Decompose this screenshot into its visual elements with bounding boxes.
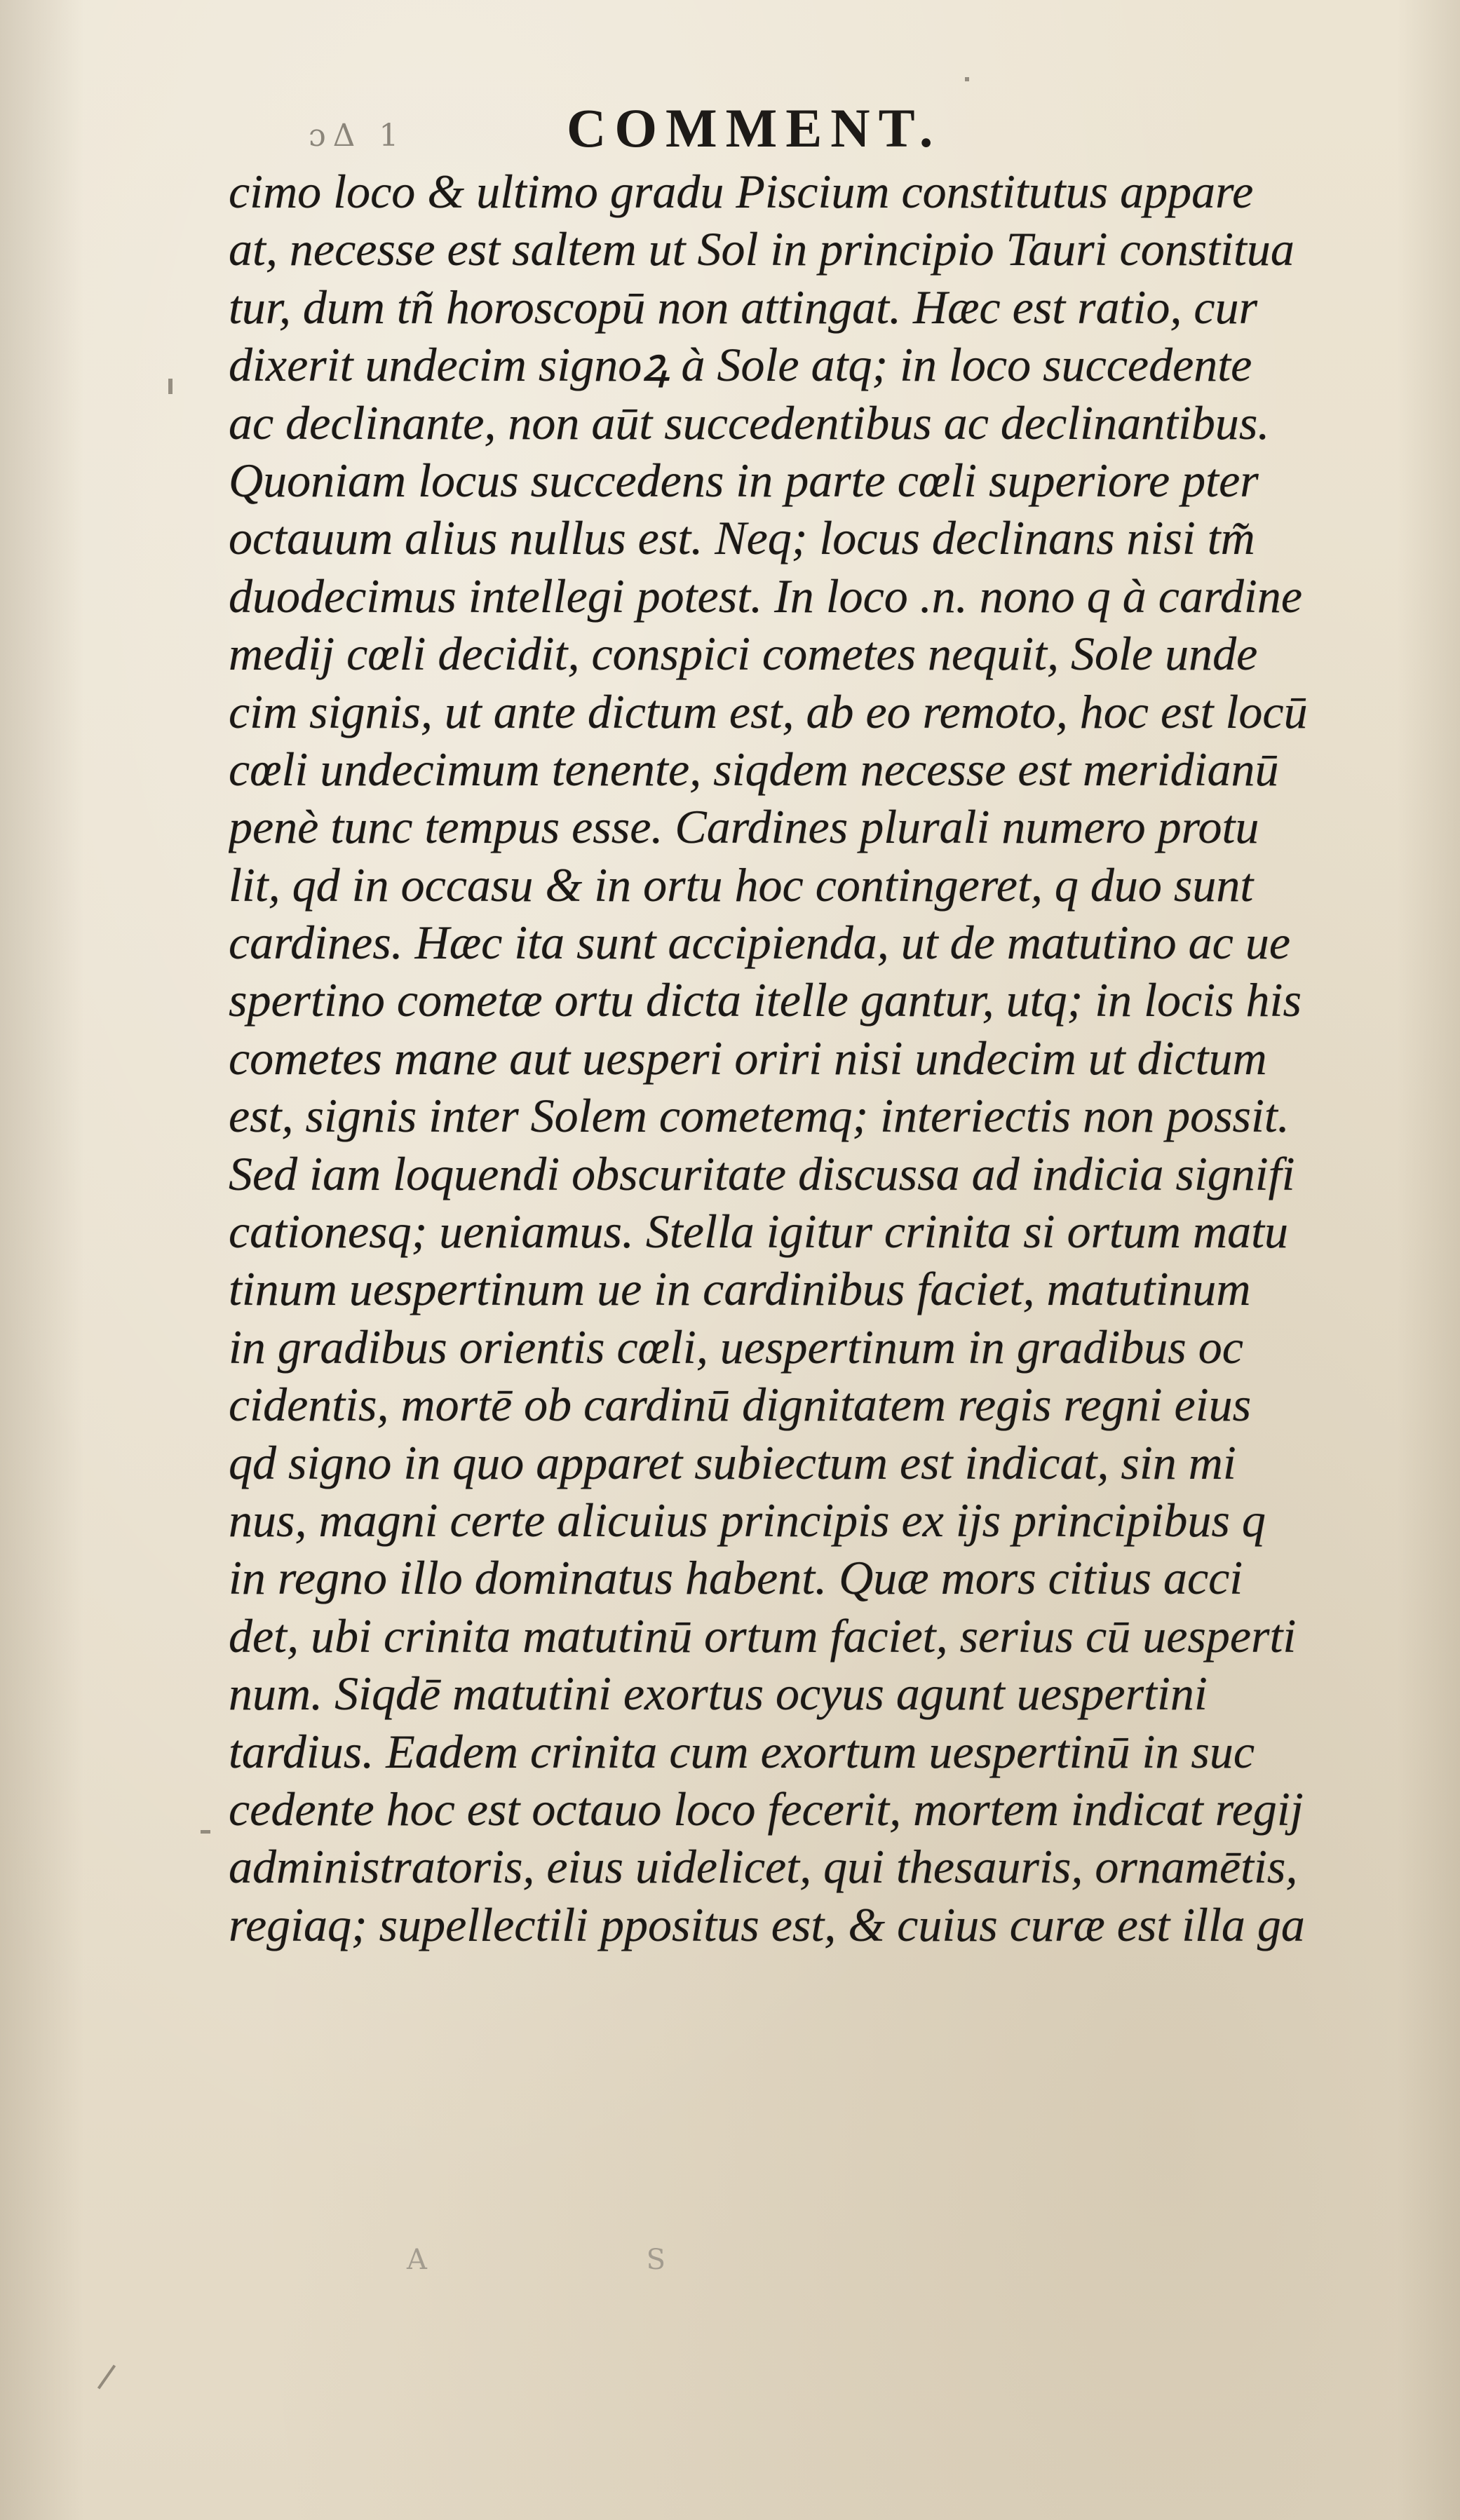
text-line: Sed iam loquendi obscuritate discussa ad indicia signifi [229, 1146, 1295, 1200]
text-line: tardius. Eadem crinita cum exortum uespertinū in suc [229, 1724, 1255, 1778]
text-line: nus, magni certe alicuius principis ex ijs principibus q [229, 1493, 1266, 1547]
text-line: tinum uespertinum ue in cardinibus faciet, matutinum [229, 1262, 1251, 1316]
text-line: penè tunc tempus esse. Cardines plurali numero protu [229, 800, 1259, 854]
folio-number: ɔΔ 1 [309, 118, 406, 154]
running-head: COMMENT. [567, 97, 942, 158]
text-line: regiaq; supellectili ppositus est, & cuius curæ est illa ga [229, 1897, 1305, 1951]
text-line: Quoniam locus succedens in parte cœli superiore pter [229, 453, 1259, 507]
ink-speck [965, 77, 969, 81]
text-line: tur, dum tñ horoscopū non attingat. Hæc est ratio, cur [229, 280, 1258, 334]
text-line: at, necesse est saltem ut Sol in principio Tauri constitua [229, 222, 1295, 276]
body-text [229, 163, 1379, 1953]
ink-speck [168, 379, 173, 394]
text-line: medij cœli decidit, conspici cometes nequit, Sole unde [229, 627, 1258, 681]
text-line: cardines. Hæc ita sunt accipienda, ut de matutino ac ue [229, 916, 1290, 970]
text-line: qd signo in quo apparet subiectum est indicat, sin mi [229, 1435, 1236, 1489]
text-line: det, ubi crinita matutinū ortum faciet, serius cū uesperti [229, 1608, 1297, 1662]
signature-mark: A S [407, 2244, 771, 2276]
gutter-shadow [0, 0, 84, 2520]
text-line: lit, qd in occasu & in ortu hoc contingeret, q duo sunt [229, 858, 1254, 912]
text-line: cometes mane aut uesperi oriri nisi undecim ut dictum [229, 1031, 1267, 1085]
text-line: cidentis, mortē ob cardinū dignitatem regis regni eius [229, 1378, 1252, 1432]
ink-speck [97, 2364, 116, 2389]
text-line: administratoris, eius uidelicet, qui thesauris, ornamētis, [229, 1840, 1298, 1894]
text-line: dixerit undecim signoꝝ à Sole atq; in loco succedente [229, 338, 1252, 392]
text-line: cationesq; ueniamus. Stella igitur crinita si ortum matu [229, 1205, 1289, 1259]
text-line: cœli undecimum tenente, siqdem necesse est meridianū [229, 742, 1279, 796]
text-line: cim signis, ut ante dictum est, ab eo remoto, hoc est locū [229, 684, 1308, 738]
text-line: num. Siqdē matutini exortus ocyus agunt uespertini [229, 1667, 1208, 1721]
text-line: ac declinante, non aūt succedentibus ac declinantibus. [229, 395, 1270, 449]
text-line: duodecimus intellegi potest. In loco .n. nono q à cardine [229, 569, 1302, 623]
ink-speck [201, 1830, 210, 1834]
text-line: est, signis inter Solem cometemq; interiectis non possit. [229, 1089, 1290, 1143]
text-line: cedente hoc est octauo loco fecerit, mortem indicat regij [229, 1782, 1304, 1836]
text-line: cimo loco & ultimo gradu Piscium constitutus appare [229, 165, 1254, 218]
edge-shadow [1397, 0, 1460, 2520]
text-line: octauum alius nullus est. Neq; locus declinans nisi tm̃ [229, 511, 1255, 565]
text-line: spertino cometæ ortu dicta itelle gantur, utq; in locis his [229, 973, 1302, 1027]
text-line: in regno illo dominatus habent. Quæ mors citius acci [229, 1551, 1243, 1605]
text-line: in gradibus orientis cœli, uespertinum in gradibus oc [229, 1320, 1243, 1374]
